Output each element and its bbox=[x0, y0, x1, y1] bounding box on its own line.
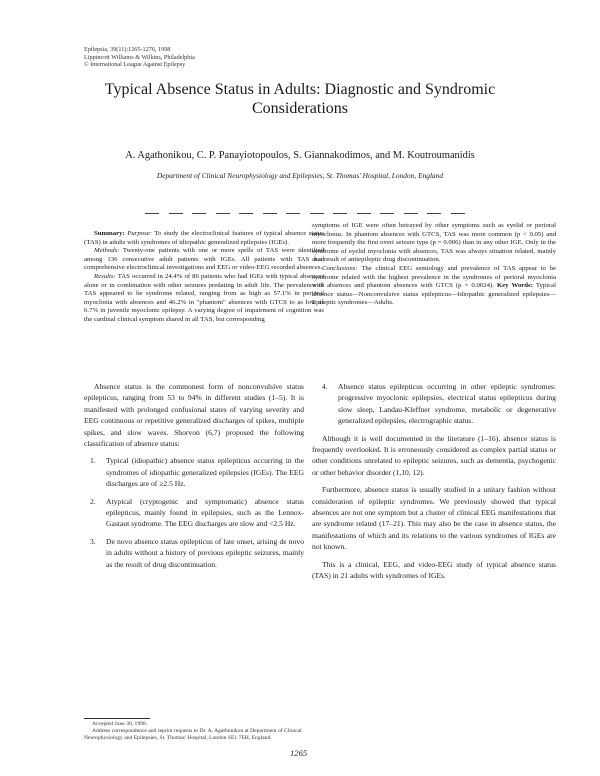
abstract-right-column bbox=[312, 222, 556, 308]
abstract-methods bbox=[84, 247, 324, 273]
purpose-text: To study the electroclinical features of typical absence status (TAS) in adults with syndromes of idiopathic generalized epilepsies (IGEs). bbox=[84, 230, 325, 246]
purpose-label: Purpose: bbox=[127, 230, 152, 237]
list-text: Typical (idiopathic) absence status epilepticus occurring in the syndromes of idiopathic generalized epilepsies (IGEs). The EEG discharges are of ≥2.5 Hz. bbox=[106, 456, 304, 489]
classification-list-continued bbox=[312, 381, 556, 427]
body-paragraph: Furthermore, absence status is usually studied in a unitary fashion without consideration of epileptic syndromes. We previously showed that typical absences are not one symptom but a cluster of clinical EEG manifestations that are syndrome related (17–21). This may also be the case in absence status, the manifestations of which and its relations to the various syndromes of IGEs are not known. bbox=[312, 485, 556, 552]
conclusions-text: The clinical EEG semiology and prevalence of TAS appear to be syndrome related with the highest prevalence in the syndromes of perioral myoclonia with absences and phantom absences with GTCS (p = 0.0024). bbox=[312, 264, 556, 290]
journal-citation: Epilepsia, 39(11):1265-1276, 1998 bbox=[84, 46, 171, 53]
footnote bbox=[84, 721, 304, 742]
classification-list bbox=[84, 455, 304, 570]
body-paragraph: This is a clinical, EEG, and video-EEG study of typical absence status (TAS) in 21 adults with syndromes of IGEs. bbox=[312, 559, 556, 581]
page-number: 1265 bbox=[290, 748, 308, 758]
list-item bbox=[84, 455, 304, 489]
abstract-results bbox=[84, 273, 324, 325]
abstract-purpose bbox=[84, 230, 324, 247]
results-text: TAS occurred in 24.4% of 86 patients who had IGEs with typical absences alone or in combination with other seizures predating in adult life. The prevalence of TAS appeared to be syndrome related, ranging from as high as 57.1% in perioral myoclonia with absences and 46.2% in "phantom" absences with GTCS to as low as 6.7% in juvenile myoclonic epilepsy. A varying degree of impairment of cognition was the cardinal clinical symptom shared in all TAS, but corresponding bbox=[84, 272, 324, 323]
affiliation: Department of Clinical Neurophysiology and Epilepsies, St. Thomas' Hospital, London, England bbox=[156, 171, 444, 180]
abstract-conclusions bbox=[312, 265, 556, 308]
journal-header bbox=[84, 46, 304, 69]
conclusions-label: Conclusions: bbox=[322, 264, 358, 272]
list-number: 1. bbox=[90, 456, 96, 466]
list-number: 4. bbox=[322, 382, 328, 391]
results-label: Results: bbox=[94, 272, 116, 280]
list-number: 3. bbox=[90, 536, 96, 546]
author-list: A. Agathonikou, C. P. Panayiotopoulos, S. Giannakodimos, and M. Koutroumanidis bbox=[125, 150, 475, 161]
correspondence-address: Address correspondence and reprint requests to Dr. A. Agathonikou at Department of Clinical Neurophysiology and Epilepsies, St. Thomas' Hospital, London SE1 7EH, England. bbox=[84, 728, 302, 741]
section-divider bbox=[145, 213, 465, 215]
body-paragraph: Absence status is the commonest form of nonconvulsive status epilepticus, ranging from 53 to 94% in different studies (1–5). It is manifested with prolonged confusional states of varying severity and EEG continuous or repetitive generalized discharges of spikes, multiple spikes, and slow waves. Shorvon (6,7) proposed the following classification of absence status: bbox=[84, 382, 304, 449]
footnote-divider bbox=[84, 718, 150, 719]
body-right-column bbox=[312, 381, 556, 588]
journal-copyright: © International League Against Epilepsy bbox=[84, 61, 186, 69]
keywords-label: Key Words: bbox=[496, 282, 533, 290]
methods-text: Twenty-one patients with one or more spells of TAS were identified among 136 consecutive adult patients with IGEs. All patients with TAS had comprehensive electroclinical investigations and EEG or video-EEG recorded absences. bbox=[84, 247, 324, 272]
abstract-results-continued: symptoms of IGE were often betrayed by other symptoms such as eyelid or perioral myoclonus. In phantom absences with GTCS, TAS was more common (p < 0.05) and more frequently the first overt seizure type (p = 0.006) than in any other IGE. Only in the syndrome of eyelid myoclonia with absences, TAS was always situation related, mainly as a result of antiepileptic drug discontinuation. bbox=[312, 222, 556, 264]
list-number: 2. bbox=[90, 496, 96, 506]
list-text: Atypical (cryptogenic and symptomatic) absence status epilepticus, mainly found in epilepsies, such as the Lennox-Gastaut syndrome. The EEG discharges are slow and <2.5 Hz. bbox=[106, 496, 304, 529]
journal-publisher: Lippincott Williams & Wilkins, Philadelphia bbox=[84, 53, 195, 61]
body-paragraph: Although it is well documented in the literature (1–16), absence status is frequently overlooked. It is erroneously considered as complex partial status or other conditions unrelated to epileptic seizures, such as dementia, psychogenic or other behavior disorder (1,10, 12). bbox=[312, 433, 556, 477]
keywords-text: Typical absence status—Nonconvulsive status epilepticus—Idiopathic generalized epilepsies—Epileptic syndromes—Adults. bbox=[312, 282, 556, 307]
body-left-column bbox=[84, 381, 304, 576]
abstract-left-column bbox=[84, 230, 324, 325]
methods-label: Methods: bbox=[94, 247, 120, 255]
article-title: Typical Absence Status in Adults: Diagnostic and Syndromic Considerations bbox=[104, 81, 496, 117]
list-text: Absence status epilepticus occurring in other epileptic syndromes: progressive myoclonic epilepsies, electrical status epilepticus during slow sleep, Landau-Kleffner syndrome, metabolic or degenerative generalized epilepsies, electrographic status. bbox=[338, 382, 556, 426]
summary-label: Summary: bbox=[94, 230, 125, 237]
accepted-date: Accepted June 30, 1998. bbox=[92, 721, 148, 727]
list-item bbox=[84, 496, 304, 530]
list-item bbox=[84, 536, 304, 570]
list-text: De novo absence status epilepticus of late onset, arising de novo in adults without a history of previous epileptic seizures, mainly as the result of drug discontinuation. bbox=[106, 536, 304, 569]
list-item bbox=[312, 381, 556, 427]
